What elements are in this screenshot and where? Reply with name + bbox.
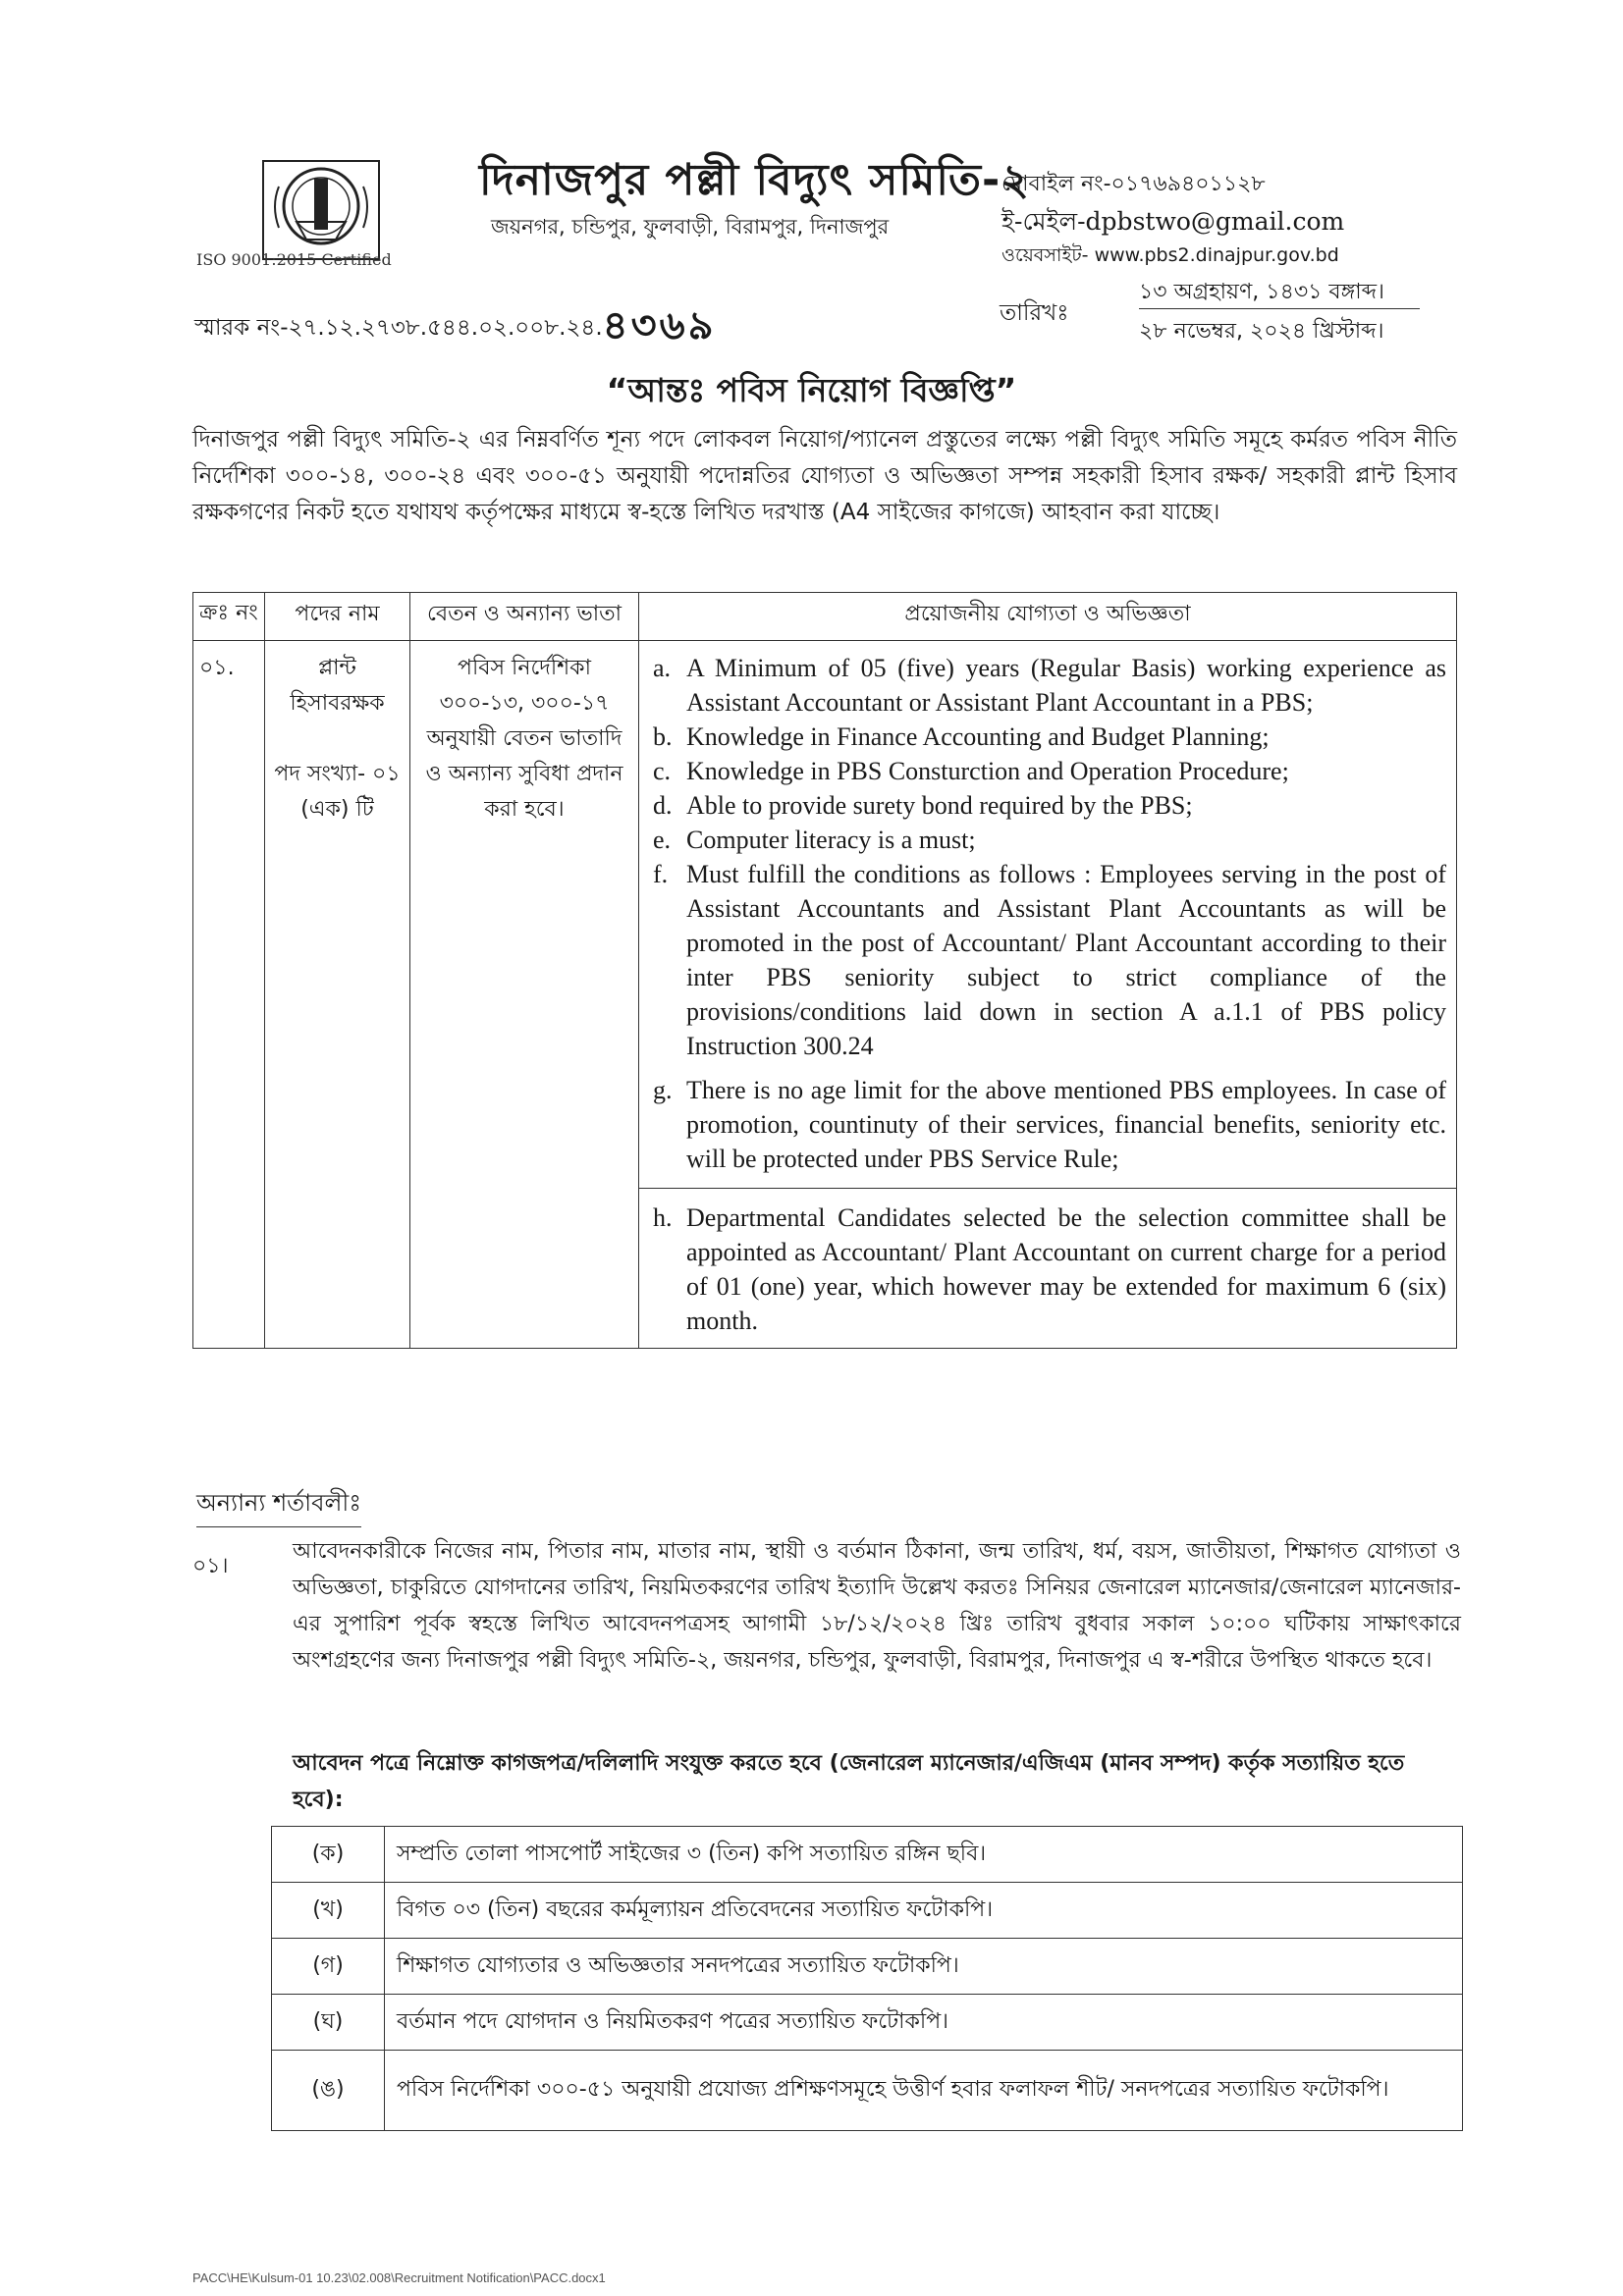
term-text: আবেদনকারীকে নিজের নাম, পিতার নাম, মাতার নাম, স্থায়ী ও বর্তমান ঠিকানা, জন্ম তারিখ, ধর্ম, বয়স, জাতীয়তা, শিক্ষাগত যোগ্যতা ও অভিজ্ঞতা, চাকুরিতে যোগদানের তারিখ, নিয়মিতকরণের তারিখ ইত্যাদি উল্লেখ করতঃ সিনিয়র জেনারেল ম্যানেজার/জেনারেল ম্যানেজার-এর সুপারিশ পূর্বক স্বহস্তে লিখিত আবেদনপত্রসহ আগামী ১৮/১২/২০২৪ খ্রিঃ তারিখ বুধবার সকাল ১০:০০ ঘটিকায় সাক্ষাৎকারে অংশগ্রহণের জন্য দিনাজপুর পল্লী বিদ্যুৎ সমিতি-২, জয়নগর, চন্ডিপুর, ফুলবাড়ী, বিরামপুর, দিনাজপুর এ স্ব-শরীরে উপস্থিত থাকতে হবে। [293,1539,1461,1673]
document-row [272,1827,1463,1883]
mobile-number: মোবাইল নং-০১৭৬৯৪০১১২৮ [1001,172,1266,196]
document-row [272,1995,1463,2051]
notice-title: “আন্তঃ পবিস নিয়োগ বিজ্ঞপ্তি” [606,371,1017,409]
date-label: তারিখঃ [1000,300,1069,326]
memo-handwritten-number: ৪৩৬৯ [602,303,717,348]
requirement-item: b. Knowledge in Finance Accounting and Budget Planning; [653,722,1270,751]
attachments-heading: আবেদন পত্রে নিম্নোক্ত কাগজপত্র/দলিলাদি সংযুক্ত করতে হবে (জেনারেল ম্যানেজার/এজিএম (মানব সম্পদ) কর্তৃক সত্যায়িত হতে হবে): [293,1751,1405,1812]
document-row [272,2051,1463,2131]
col-post-name: পদের নাম [265,593,410,641]
document-text: শিক্ষাগত যোগ্যতার ও অভিজ্ঞতার সনদপত্রের সত্যায়িত ফটোকপি। [385,1939,1463,1995]
document-marker: (ঘ) [272,1995,385,2051]
email-address: ই-মেইল-dpbstwo@gmail.com [1001,207,1345,236]
date-gregorian: ২৮ নভেম্বর, ২০২৪ খ্রিস্টাব্দ। [1139,319,1384,344]
requirement-item: a. A Minimum of 05 (five) years (Regular Basis) working experience as Assistant Accountant or Assistant Plant Accountant in a PBS; [653,654,1446,717]
col-serial: ক্রঃ নং [193,593,265,641]
requirement-item: e. Computer literacy is a must; [653,826,976,854]
memo-prefix: স্মারক নং-২৭.১২.২৭৩৮.৫৪৪.০২.০০৮.২৪. [194,315,603,341]
organization-name: দিনাজপুর পল্লী বিদ্যুৎ সমিতি-২ [479,155,1030,205]
document-marker: (ঙ) [272,2051,385,2131]
document-marker: (গ) [272,1939,385,1995]
document-text: বিগত ০৩ (তিন) বছরের কর্মমূল্যায়ন প্রতিবেদনের সত্যায়িত ফটোকপি। [385,1883,1463,1939]
other-terms-heading: অন্যান্য শর্তাবলীঃ [196,1485,361,1527]
vacancy-table-header [193,593,1457,641]
memo-reference [194,294,717,360]
post-cell [265,641,410,1349]
date-bangla-calendar: ১৩ অগ্রহায়ণ, ১৪৩১ বঙ্গাব্দ। [1139,280,1384,304]
document-marker: (ক) [272,1827,385,1883]
requirement-item: g. There is no age limit for the above mentioned PBS employees. In case of promotion, countinuty of their services, financial benefits, seniority etc. will be protected under PBS Service Rule; [653,1076,1446,1173]
requirement-item: h. Departmental Candidates selected be the selection committee shall be appointed as Accountant/ Plant Accountant on current charge for a period of 01 (one) year, which however may be extended for maximum 6 (six) month. [639,1188,1456,1338]
pbs-logo [257,157,385,263]
col-salary: বেতন ও অন্যান্য ভাতা [410,593,639,641]
row-serial: ০১. [193,641,265,1349]
document-row [272,1939,1463,1995]
organization-address: জয়নগর, চন্ডিপুর, ফুলবাড়ী, বিরামপুর, দিনাজপুর [491,215,890,239]
term-number: ০১। [192,1554,229,1578]
document-text: বর্তমান পদে যোগদান ও নিয়মিতকরণ পত্রের সত্যায়িত ফটোকপি। [385,1995,1463,2051]
document-text: সম্প্রতি তোলা পাসপোর্ট সাইজের ৩ (তিন) কপি সত্যায়িত রঙ্গিন ছবি। [385,1827,1463,1883]
post-name: প্লান্ট হিসাবরক্ষক [290,656,385,716]
requirement-item: d. Able to provide surety bond required by the PBS; [653,791,1193,820]
requirements-list [645,651,1450,1338]
documents-table [271,1826,1463,2131]
col-requirements: প্রয়োজনীয় যোগ্যতা ও অভিজ্ঞতা [639,593,1457,641]
date-divider [1139,308,1420,309]
salary-cell: পবিস নির্দেশিকা ৩০০-১৩, ৩০০-১৭ অনুযায়ী বেতন ভাতাদি ও অন্যান্য সুবিধা প্রদান করা হবে। [410,641,639,1349]
intro-paragraph: দিনাজপুর পল্লী বিদ্যুৎ সমিতি-২ এর নিম্নবর্ণিত শূন্য পদে লোকবল নিয়োগ/প্যানেল প্রস্তুতের লক্ষ্যে পল্লী বিদ্যুৎ সমিতি সমূহে কর্মরত পবিস নীতি নির্দেশিকা ৩০০-১৪, ৩০০-২৪ এবং ৩০০-৫১ অনুযায়ী পদোন্নতির যোগ্যতা ও অভিজ্ঞতা সম্পন্ন সহকারী হিসাব রক্ষক/ সহকারী প্লান্ট হিসাব রক্ষকগণের নিকট হতে যথাযথ কর্তৃপক্ষের মাধ্যমে স্ব-হস্তে লিখিত দরখাস্ত (A4 সাইজের কাগজে) আহবান করা যাচ্ছে। [192,427,1457,525]
vacancy-row [193,641,1457,1349]
vacancy-table [192,592,1457,1349]
website-address: ওয়েবসাইট- www.pbs2.dinajpur.gov.bd [1001,244,1339,266]
iso-certification: ISO 9001:2015 Certified [196,250,392,269]
file-path-footer: PACC\HE\Kulsum-01 10.23\02.008\Recruitment Notification\PACC.docx1 [192,2270,606,2285]
post-count: পদ সংখ্যা- ০১ (এক) টি [274,762,401,822]
requirement-item: c. Knowledge in PBS Consturction and Operation Procedure; [653,757,1289,785]
requirement-item: f. Must fulfill the conditions as follows : Employees serving in the post of Assistant Accountants and Assistant Plant Accountants as will be promoted in the post of Accountant/ Plant Accountant according to their inter PBS seniority subject to strict compliance of the provisions/conditions laid down in section A a.1.1 of PBS policy Instruction 300.24 [653,860,1446,1060]
document-marker: (খ) [272,1883,385,1939]
document-text: পবিস নির্দেশিকা ৩০০-৫১ অনুযায়ী প্রযোজ্য প্রশিক্ষণসমূহে উত্তীর্ণ হবার ফলাফল শীট/ সনদপত্রের সত্যায়িত ফটোকপি। [385,2051,1463,2131]
document-row [272,1883,1463,1939]
requirements-cell [639,641,1457,1349]
